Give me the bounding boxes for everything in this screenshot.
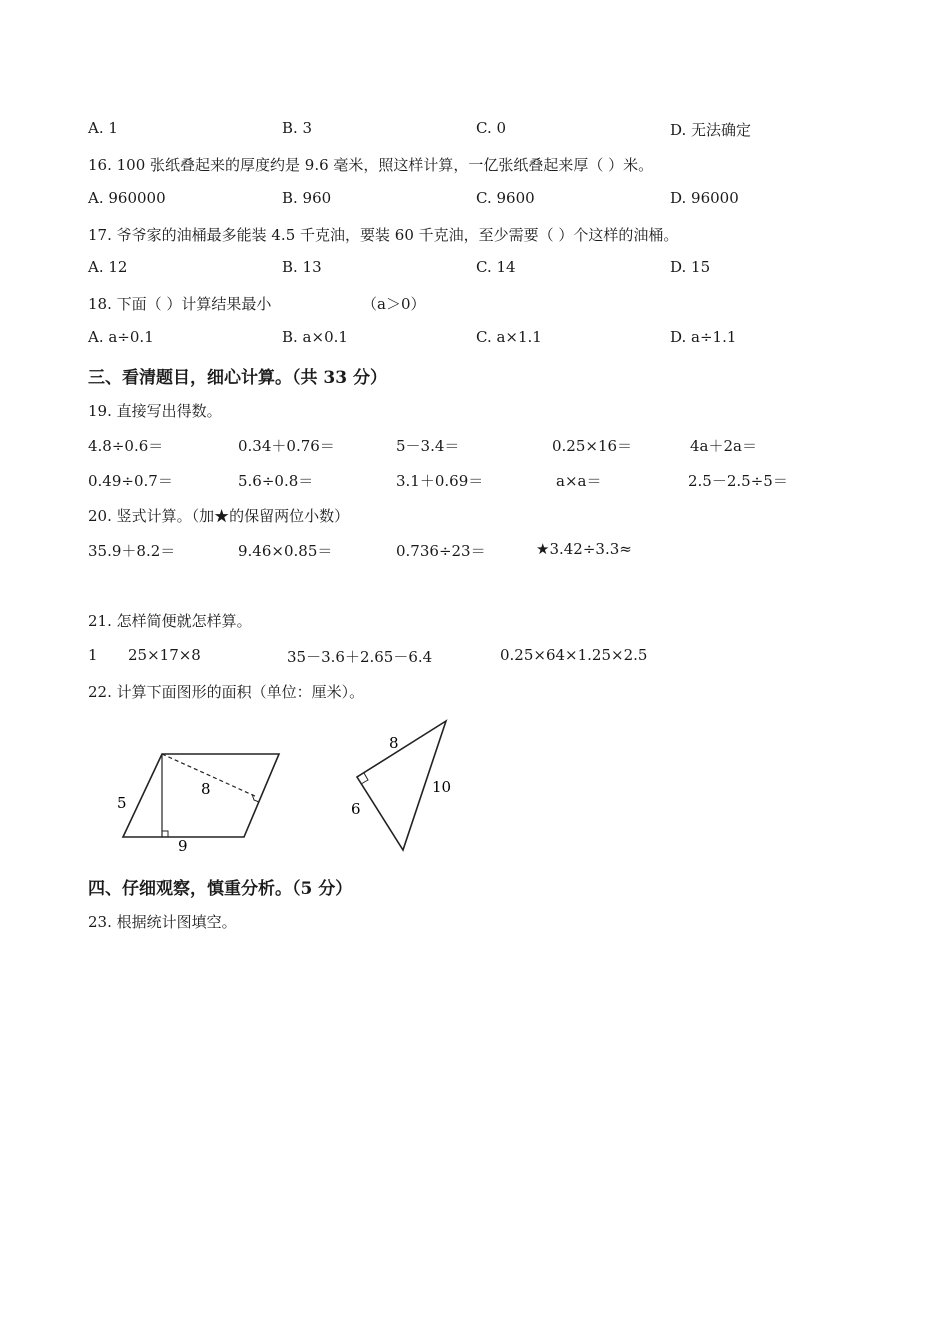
- triangle-leg-a-label: 8: [389, 734, 399, 752]
- q18-option-d: D. a÷1.1: [670, 328, 737, 346]
- q17-stem: 17. 爷爷家的油桶最多能装 4.5 千克油，要装 60 千克油，至少需要（ ）个这样的油桶。: [88, 226, 679, 244]
- q19-item: 5－3.4＝: [396, 437, 460, 455]
- q21-item: 1: [88, 646, 98, 664]
- q19-item: 4a＋2a＝: [690, 437, 757, 455]
- q15-option-c: C. 0: [476, 119, 507, 137]
- q15-option-b: B. 3: [282, 119, 313, 137]
- q18-stem: 18. 下面（ ）计算结果最小: [88, 295, 272, 313]
- q23-stem: 23. 根据统计图填空。: [88, 913, 237, 931]
- q19-item: 0.34＋0.76＝: [238, 437, 335, 455]
- triangle-figure: [351, 721, 451, 850]
- q20-item: 9.46×0.85＝: [238, 542, 333, 560]
- section4-heading: 四、仔细观察，慎重分析。（5 分）: [88, 879, 353, 899]
- q17-option-c: C. 14: [476, 258, 516, 276]
- q19-item: 4.8÷0.6＝: [88, 437, 164, 455]
- section3-heading: 三、看清题目，细心计算。（共 33 分）: [88, 368, 387, 388]
- q19-item: a×a＝: [556, 472, 602, 490]
- q19-item: 0.49÷0.7＝: [88, 472, 173, 490]
- triangle-leg-b-label: 6: [351, 800, 361, 818]
- q21-item: 25×17×8: [128, 646, 201, 664]
- q22-stem: 22. 计算下面图形的面积（单位：厘米）。: [88, 683, 365, 701]
- q20-item: 35.9＋8.2＝: [88, 542, 176, 560]
- q20-item: 0.736÷23＝: [396, 542, 486, 560]
- q17-option-b: B. 13: [282, 258, 322, 276]
- q21-item: 0.25×64×1.25×2.5: [500, 646, 648, 664]
- parallelogram-base-label: 9: [178, 837, 188, 855]
- q18-option-a: A. a÷0.1: [88, 328, 154, 346]
- q16-option-c: C. 9600: [476, 189, 535, 207]
- q19-stem: 19. 直接写出得数。: [88, 402, 222, 420]
- q18-option-b: B. a×0.1: [282, 328, 348, 346]
- parallelogram-figure: [117, 754, 279, 855]
- q18-condition: （a＞0）: [362, 295, 426, 313]
- q17-option-a: A. 12: [88, 258, 128, 276]
- q16-option-b: B. 960: [282, 189, 332, 207]
- q19-item: 5.6÷0.8＝: [238, 472, 314, 490]
- q15-option-a: A. 1: [88, 119, 118, 137]
- q19-item: 3.1＋0.69＝: [396, 472, 484, 490]
- q20-item: ★3.42÷3.3≈: [536, 540, 632, 558]
- q19-item: 2.5－2.5÷5＝: [688, 472, 788, 490]
- figures-diagram: [0, 710, 950, 870]
- triangle-hypotenuse-label: 10: [432, 778, 452, 796]
- q20-stem: 20. 竖式计算。（加★的保留两位小数）: [88, 507, 350, 525]
- q16-option-a: A. 960000: [88, 189, 166, 207]
- q21-stem: 21. 怎样简便就怎样算。: [88, 612, 252, 630]
- parallelogram-side-label: 5: [117, 794, 127, 812]
- parallelogram-height-label: 8: [201, 780, 211, 798]
- q21-item: 35－3.6＋2.65－6.4: [287, 648, 433, 666]
- q15-option-d: D. 无法确定: [670, 121, 752, 139]
- q19-item: 0.25×16＝: [552, 437, 633, 455]
- q16-stem: 16. 100 张纸叠起来的厚度约是 9.6 毫米，照这样计算，一亿张纸叠起来厚（ ）米。: [88, 156, 654, 174]
- q16-option-d: D. 96000: [670, 189, 739, 207]
- q17-option-d: D. 15: [670, 258, 711, 276]
- q18-option-c: C. a×1.1: [476, 328, 542, 346]
